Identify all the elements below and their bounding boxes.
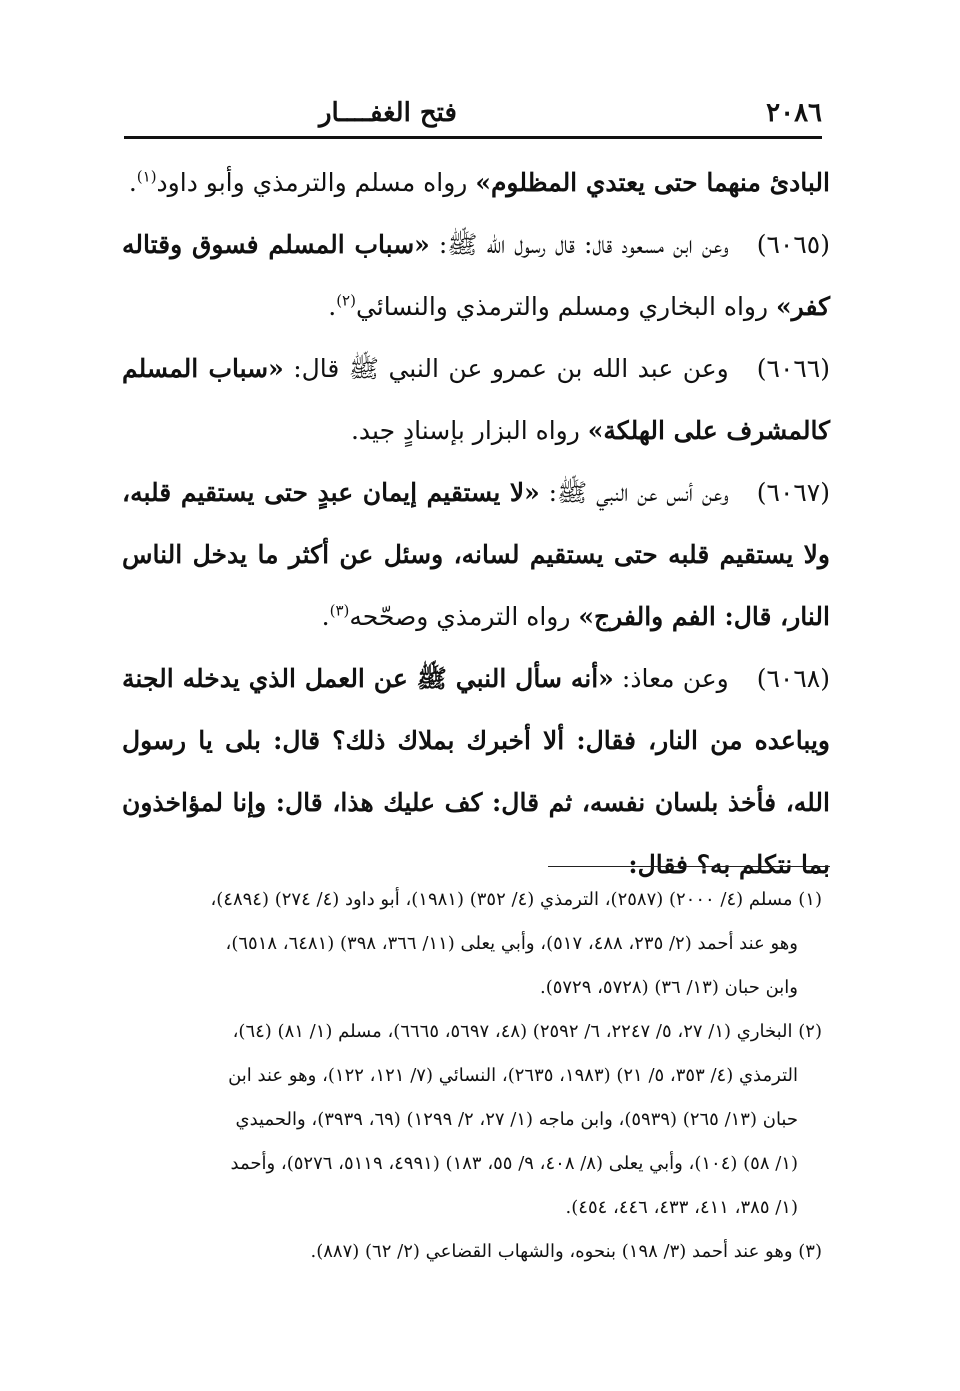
hadith-6068: [122, 648, 830, 896]
hadith-6065: [122, 214, 830, 338]
hadith-intro: وعن ابن مسعود قال: قال رسول الله ﷺ:: [429, 230, 729, 259]
narration-source: رواه البزار بإسنادٍ جيد.: [350, 416, 588, 445]
hadith-number: (٦٠٦٦): [756, 354, 830, 383]
footnote-separator: [548, 866, 830, 867]
paragraph-continuation: [122, 152, 830, 214]
sentence-end: .: [128, 168, 137, 197]
main-text: [122, 152, 830, 896]
running-title: فتح الغفــــار: [319, 98, 457, 128]
footnote-2-line: (١/ ٣٨٥، ٤١١، ٤٣٣، ٤٤٦، ٤٥٤).: [565, 1197, 798, 1218]
hadith-6067: [122, 462, 830, 648]
hadith-number: (٦٠٦٥): [756, 230, 830, 259]
footnote-2-line: حبان (١٣/ ٢٦٥) (٥٩٣٩)، وابن ماجه (١/ ٢٧، ٢/ ١٢٩٩) (٦٩، ٣٩٣٩)، والحميدي: [235, 1109, 798, 1130]
footnote-1-line: وابن حبان (١٣/ ٣٦) (٥٧٢٨، ٥٧٢٩).: [539, 977, 798, 998]
footnote-2-line: الترمذي (٤/ ٣٥٣، ٥/ ٢١) (١٩٨٣، ٢٦٣٥)، النسائي (٧/ ١٢١، ١٢٢)، وهو عند ابن: [228, 1065, 798, 1086]
header-rule: [124, 136, 822, 139]
footnote-marker: (٣): [329, 601, 350, 620]
footnotes: [122, 878, 822, 1274]
hadith-number: (٦٠٦٨): [756, 664, 830, 693]
footnote-2-line: (١/ ٥٨) (١٠٤)، وأبي يعلى (٨/ ٤٠٨، ٩/ ٥٥، ١٨٣) (٤٩٩١، ٥١١٩، ٥٢٧٦)، وأحمد: [230, 1153, 798, 1174]
page-header: [124, 92, 822, 134]
hadith-intro: وعن معاذ:: [613, 664, 729, 693]
hadith-quote: «سباب المسلم فسوق وقتاله كفر»: [122, 230, 830, 321]
hadith-6066: [122, 338, 830, 462]
page-number: ٢٠٨٦: [766, 98, 822, 128]
footnote-marker: (١): [136, 167, 157, 186]
footnote-2-line: (٢) البخاري (١/ ٢٧، ٥/ ٢٢٤٧، ٦/ ٢٥٩٢) (٤٨، ٥٦٩٧، ٦٦٦٥)، مسلم (١/ ٨١) (٦٤)،: [232, 1021, 822, 1042]
sentence-end: .: [328, 292, 337, 321]
hadith-number: (٦٠٦٧): [756, 478, 830, 507]
footnote-1-line: (١) مسلم (٤/ ٢٠٠٠) (٢٥٨٧)، الترمذي (٤/ ٣٥٢) (١٩٨١)، أبو داود (٤/ ٢٧٤) (٤٨٩٤)،: [210, 889, 822, 910]
narration-source: رواه مسلم والترمذي وأبو داود: [156, 168, 476, 197]
footnote-marker: (٢): [336, 291, 356, 310]
hadith-quote: «سباب المسلم كالمشرف على الهلكة»: [122, 354, 830, 445]
sentence-end: .: [321, 602, 330, 631]
hadith-quote: البادئ منهما حتى يعتدي المظلوم»: [475, 168, 830, 197]
hadith-intro: وعن أنس عن النبي ﷺ:: [539, 478, 729, 507]
narration-source: رواه الترمذي وصحّحه: [349, 602, 579, 631]
footnote-1-line: وهو عند أحمد (٢/ ٢٣٥، ٤٨٨، ٥١٧)، وأبي يعلى (١١/ ٣٦٦، ٣٩٨) (٦٤٨١، ٦٥١٨)،: [225, 933, 798, 954]
footnote-3-line: (٣) وهو عند أحمد (٣/ ١٩٨) بنحوه، والشهاب القضاعي (٢/ ٦٢) (٨٨٧).: [310, 1241, 822, 1262]
hadith-quote: «أنه سأل النبي ﷺ عن العمل الذي يدخله الجنة ويباعده من النار، فقال: ألا أخبرك بملاك ذلك؟ قال: بلى يا رسول الله، فأخذ بلسان نفسه، ثم قال: كف عليك هذا، قال: وإنا لمؤاخذون بما نتكلم به؟ فقال:: [122, 664, 830, 879]
narration-source: رواه البخاري ومسلم والترمذي والنسائي: [355, 292, 777, 321]
hadith-intro: وعن عبد الله بن عمرو عن النبي ﷺ قال:: [283, 354, 729, 383]
hadith-quote: «لا يستقيم إيمان عبدٍ حتى يستقيم قلبه، ولا يستقيم قلبه حتى يستقيم لسانه، وسئل عن أكثر ما يدخل الناس النار، قال: الفم والفرج»: [122, 478, 830, 631]
